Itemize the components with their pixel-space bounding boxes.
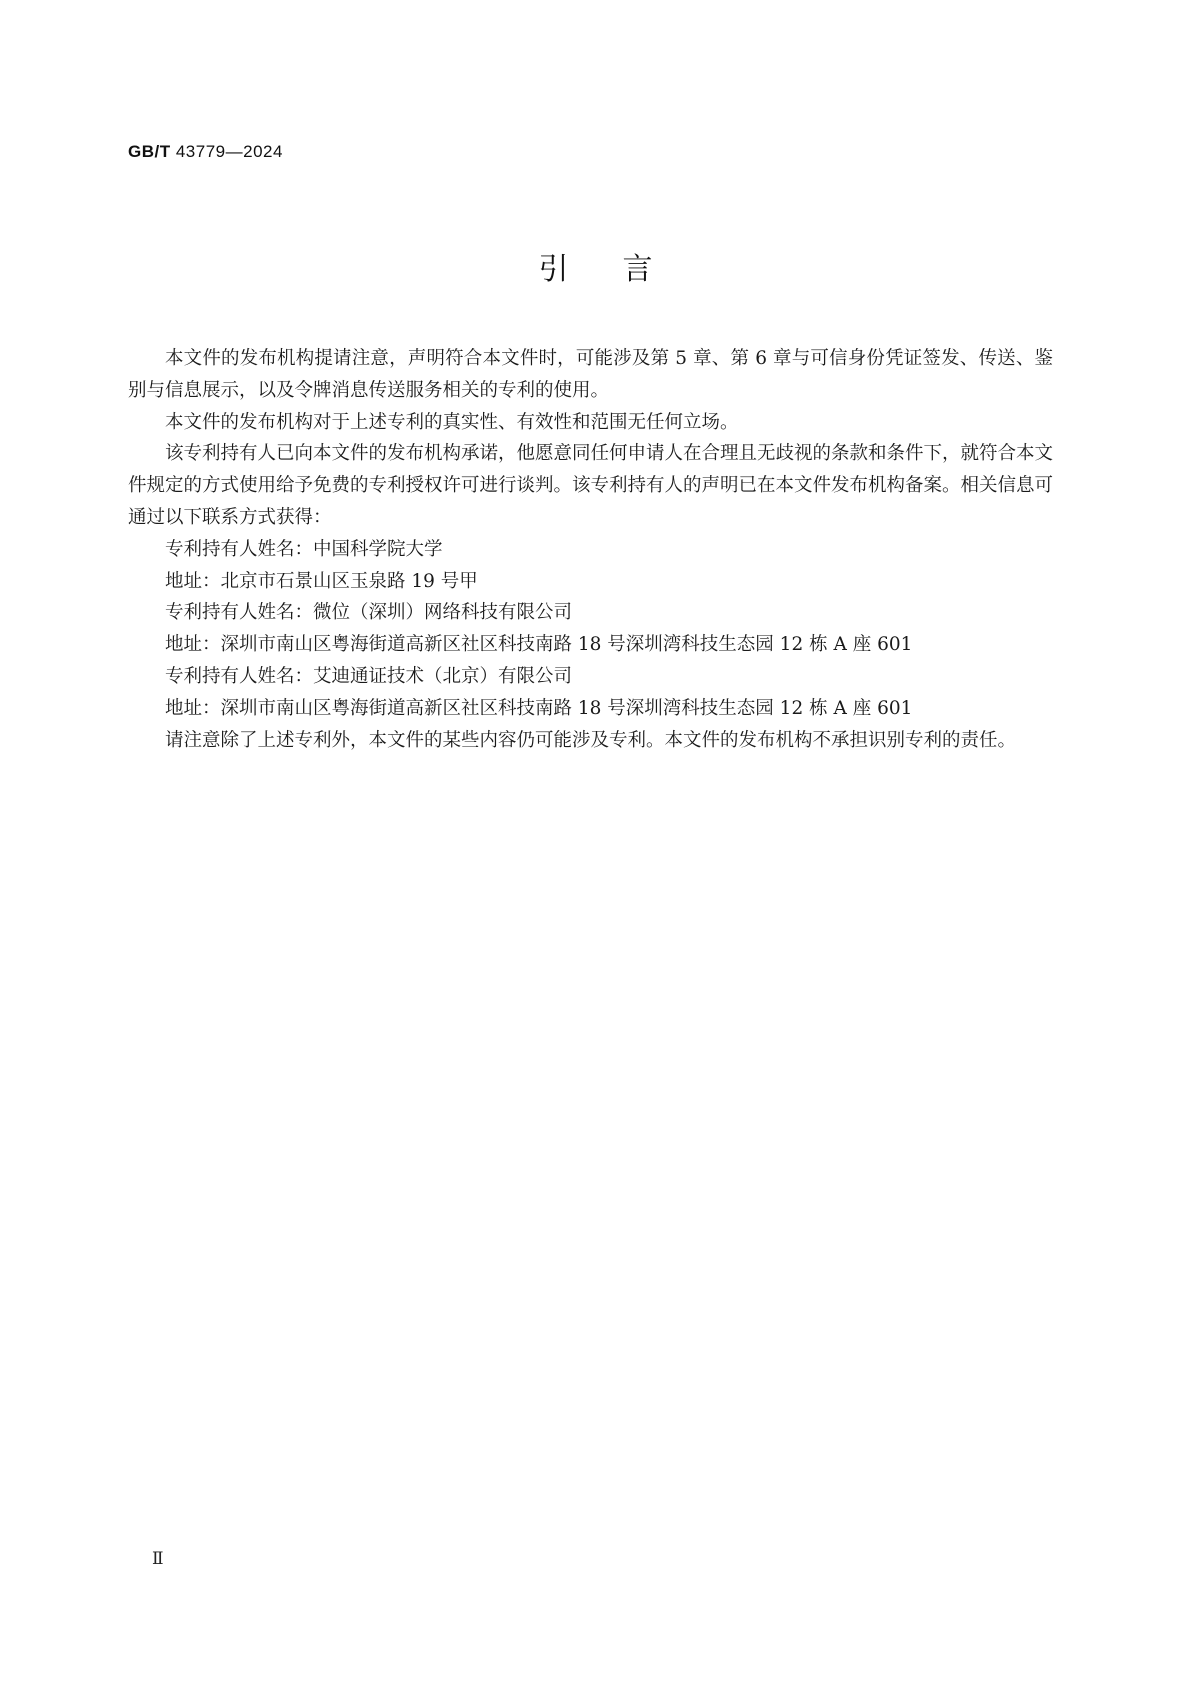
paragraph-no-position: 本文件的发布机构对于上述专利的真实性、有效性和范围无任何立场。	[165, 411, 739, 433]
patent-holder-address-3: 地址：深圳市南山区粤海街道高新区社区科技南路 18 号深圳湾科技生态园 12 栋 A 座 601	[165, 697, 913, 719]
patent-holder-name-1: 专利持有人姓名：中国科学院大学	[165, 538, 443, 560]
paragraph-holder-commitment: 该专利持有人已向本文件的发布机构承诺，他愿意同任何申请人在合理且无歧视的条款和条件下，就符合本文件规定的方式使用给予免费的专利授权许可进行谈判。该专利持有人的声明已在本文件发布机构备案。相关信息可通过以下联系方式获得：	[128, 443, 1054, 528]
paragraph-patent-notice: 本文件的发布机构提请注意，声明符合本文件时，可能涉及第 5 章、第 6 章与可信身份凭证签发、传送、鉴别与信息展示，以及令牌消息传送服务相关的专利的使用。	[128, 348, 1053, 401]
page-title: 引言	[538, 252, 707, 287]
page-number: Ⅱ	[152, 1549, 164, 1569]
standard-code	[128, 142, 283, 162]
patent-holder-address-2: 地址：深圳市南山区粤海街道高新区社区科技南路 18 号深圳湾科技生态园 12 栋 A 座 601	[165, 634, 913, 656]
paragraph-other-patents: 请注意除了上述专利外，本文件的某些内容仍可能涉及专利。本文件的发布机构不承担识别专利的责任。	[165, 729, 1017, 751]
document-body	[128, 343, 1053, 756]
standard-prefix: GB/T	[128, 142, 171, 161]
patent-holder-address-1: 地址：北京市石景山区玉泉路 19 号甲	[165, 570, 478, 592]
standard-number: 43779—2024	[175, 142, 283, 161]
patent-holder-name-2: 专利持有人姓名：微位（深圳）网络科技有限公司	[165, 602, 573, 624]
patent-holder-name-3: 专利持有人姓名：艾迪通证技术（北京）有限公司	[165, 665, 573, 687]
